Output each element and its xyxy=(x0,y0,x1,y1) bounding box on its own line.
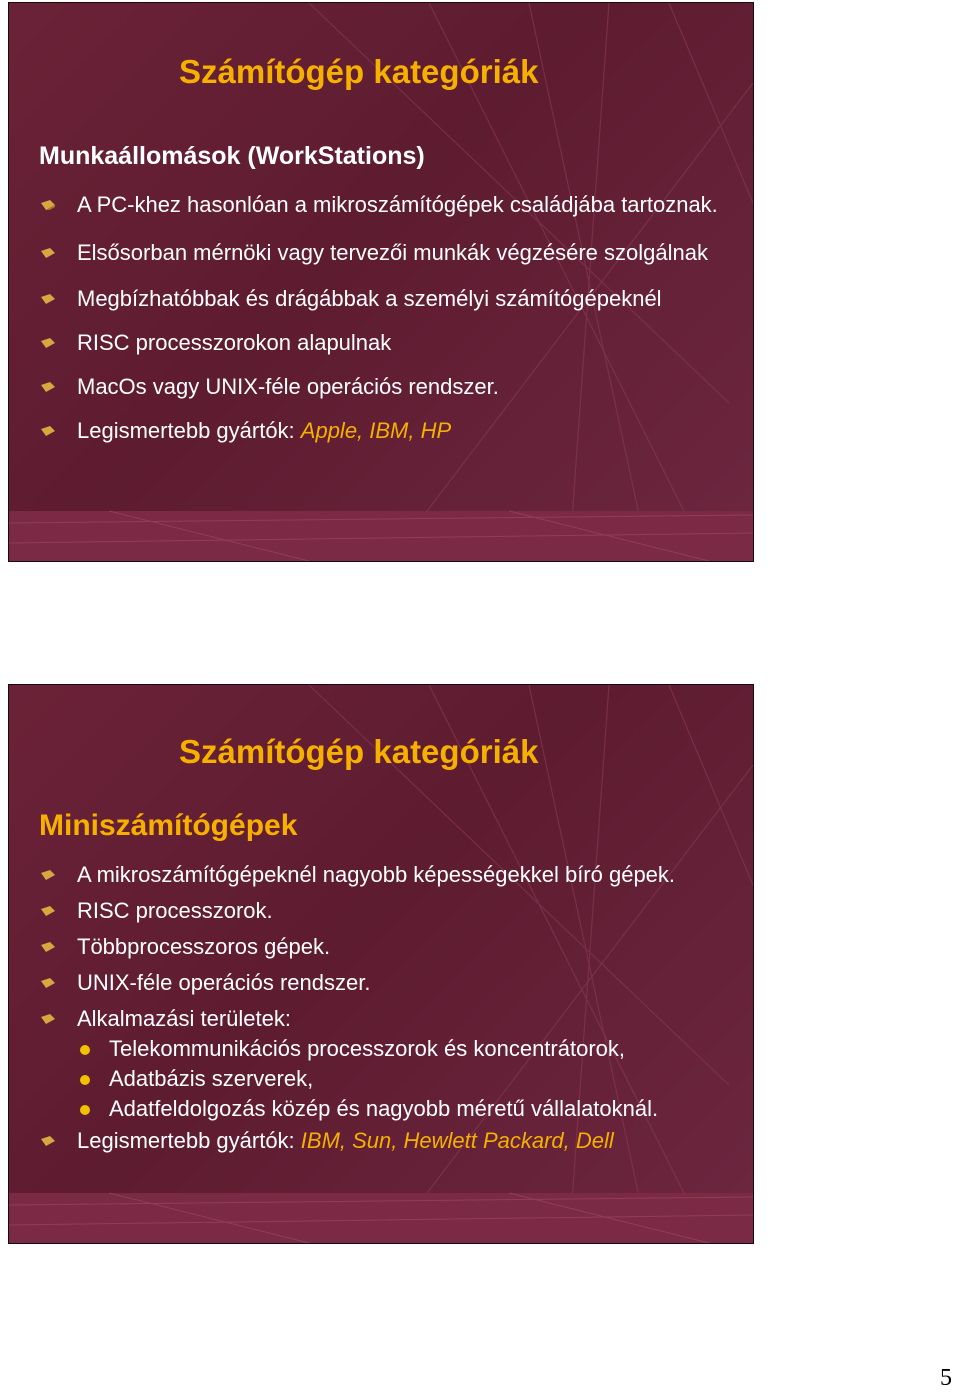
list-item xyxy=(39,240,735,266)
bullet-list xyxy=(39,192,735,444)
list-item xyxy=(39,286,735,312)
list-item xyxy=(39,934,735,960)
slide-title: Számítógép kategóriák xyxy=(179,53,539,90)
list-item xyxy=(39,192,735,218)
bullet-text: A mikroszámítógépeknél nagyobb képességekkel bíró gépek. xyxy=(77,862,676,887)
square-bullet-icon xyxy=(41,1014,55,1024)
sub-bullet-text: Adatbázis szerverek, xyxy=(109,1066,314,1091)
section-heading: Miniszámítógépek xyxy=(39,809,298,842)
sub-bullet-text: Telekommunikációs processzorok és koncentrátorok, xyxy=(109,1036,626,1061)
list-item xyxy=(39,862,735,888)
square-bullet-icon xyxy=(41,338,55,348)
sub-list-item xyxy=(77,1066,735,1092)
manufacturers-emphasis: Apple, IBM, HP xyxy=(300,418,452,443)
list-item xyxy=(39,898,735,924)
bullet-text: UNIX-féle operációs rendszer. xyxy=(77,970,371,995)
square-bullet-icon xyxy=(41,870,55,880)
list-item xyxy=(39,1006,735,1122)
bullet-text: MacOs vagy UNIX-féle operációs rendszer. xyxy=(77,374,499,399)
list-item xyxy=(39,1128,735,1154)
slide-1 xyxy=(8,2,754,562)
dot-bullet-icon xyxy=(80,1105,90,1115)
page-number: 5 xyxy=(940,1365,952,1391)
bullet-text: RISC processzorok. xyxy=(77,898,273,923)
bullet-text: A PC-khez hasonlóan a mikroszámítógépek családjába tartoznak. xyxy=(77,192,718,217)
sub-bullet-list xyxy=(77,1036,735,1122)
manufacturers-emphasis: IBM, Sun, Hewlett Packard, Dell xyxy=(300,1128,614,1153)
dot-bullet-icon xyxy=(80,1075,90,1085)
dot-bullet-icon xyxy=(80,1045,90,1055)
bullet-text: RISC processzorokon alapulnak xyxy=(77,330,392,355)
slide-title: Számítógép kategóriák xyxy=(179,733,539,770)
square-bullet-icon xyxy=(41,426,55,436)
square-bullet-icon xyxy=(41,978,55,988)
section-heading: Munkaállomások (WorkStations) xyxy=(39,142,425,170)
list-item xyxy=(39,374,735,400)
square-bullet-icon xyxy=(41,200,55,210)
sub-list-item xyxy=(77,1096,735,1122)
sub-list-item xyxy=(77,1036,735,1062)
square-bullet-icon xyxy=(41,248,55,258)
square-bullet-icon xyxy=(41,382,55,392)
bullet-text: Alkalmazási területek: xyxy=(77,1006,291,1031)
list-item xyxy=(39,330,735,356)
bullet-text: Legismertebb gyártók: xyxy=(77,418,301,443)
bullet-text: Elsősorban mérnöki vagy tervezői munkák végzésére szolgálnak xyxy=(77,240,708,265)
bullet-text: Megbízhatóbbak és drágábbak a személyi számítógépeknél xyxy=(77,286,662,311)
square-bullet-icon xyxy=(41,1136,55,1146)
square-bullet-icon xyxy=(41,906,55,916)
slide-2 xyxy=(8,684,754,1244)
list-item xyxy=(39,418,735,444)
sub-bullet-text: Adatfeldolgozás közép és nagyobb méretű vállalatoknál. xyxy=(109,1096,659,1121)
square-bullet-icon xyxy=(41,942,55,952)
bullet-text: Többprocesszoros gépek. xyxy=(77,934,331,959)
list-item xyxy=(39,970,735,996)
bullet-text: Legismertebb gyártók: xyxy=(77,1128,301,1153)
square-bullet-icon xyxy=(41,294,55,304)
bullet-list xyxy=(39,862,735,1154)
